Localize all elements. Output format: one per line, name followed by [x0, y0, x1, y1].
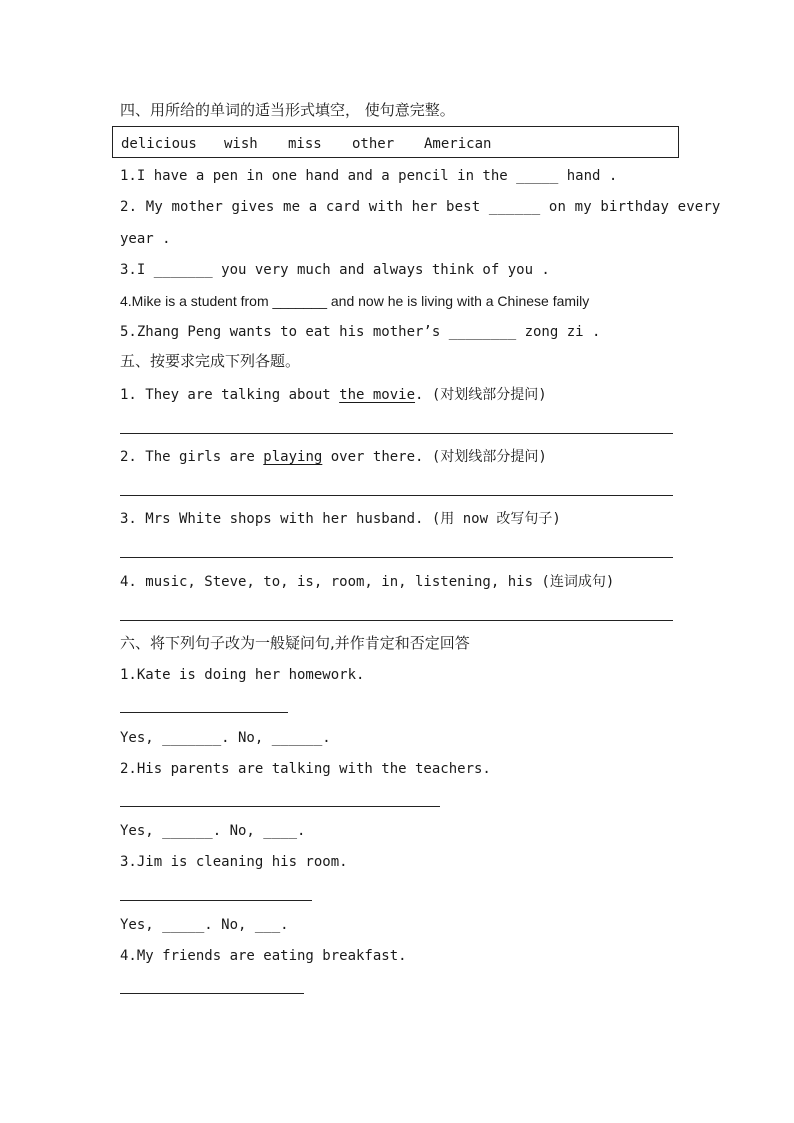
question-text: 1. They are talking about	[120, 387, 340, 403]
answer-line	[120, 495, 673, 496]
answer-line	[120, 900, 312, 901]
word-bank-item: miss	[288, 136, 322, 152]
answer-line	[120, 712, 288, 713]
section6-question-3: 3.Jim is cleaning his room.	[120, 854, 348, 870]
section6-answer-1: Yes, _______. No, ______.	[120, 730, 331, 746]
word-bank	[112, 126, 679, 158]
section4-item-1: 1.I have a pen in one hand and a pencil in the _____ hand .	[120, 168, 618, 184]
underlined-phrase: playing	[263, 449, 323, 465]
word-bank-item: other	[352, 136, 395, 152]
section5-heading: 五、按要求完成下列各题。	[120, 352, 301, 370]
section6-question-2: 2.His parents are talking with the teachers.	[120, 761, 491, 777]
section6-answer-2: Yes, ______. No, ____.	[120, 823, 306, 839]
section4-item-3: 3.I _______ you very much and always think of you .	[120, 262, 550, 278]
answer-line	[120, 993, 304, 994]
underlined-phrase: the movie	[339, 387, 416, 403]
section4-item-4: 4.Mike is a student from _______ and now he is living with a Chinese family	[120, 293, 590, 309]
section6-question-1: 1.Kate is doing her homework.	[120, 667, 365, 683]
section4-item-2-cont: year .	[120, 231, 171, 247]
section4-item-2: 2. My mother gives me a card with her best ______ on my birthday every	[120, 199, 721, 215]
section6-heading: 六、将下列句子改为一般疑问句,并作肯定和否定回答	[120, 634, 470, 652]
section4-item-5: 5.Zhang Peng wants to eat his mother’s ________ zong zi .	[120, 324, 601, 340]
section6-question-4: 4.My friends are eating breakfast.	[120, 948, 407, 964]
answer-line	[120, 557, 673, 558]
section5-question-2	[120, 448, 547, 466]
section5-question-3: 3. Mrs White shops with her husband. (用 now 改写句子)	[120, 511, 561, 527]
section5-question-4: 4. music, Steve, to, is, room, in, listening, his (连词成句)	[120, 574, 615, 590]
answer-line	[120, 806, 440, 807]
answer-line	[120, 433, 673, 434]
section5-question-1	[120, 386, 547, 404]
section4-heading: 四、用所给的单词的适当形式填空， 使句意完整。	[120, 101, 455, 119]
answer-line	[120, 620, 673, 621]
question-instruction: . (对划线部分提问)	[415, 387, 547, 403]
question-text: 2. The girls are	[120, 449, 264, 465]
word-bank-item: wish	[224, 136, 258, 152]
question-instruction: over there. (对划线部分提问)	[322, 449, 547, 465]
word-bank-item: delicious	[121, 136, 197, 152]
word-bank-item: American	[424, 136, 492, 152]
section6-answer-3: Yes, _____. No, ___.	[120, 917, 289, 933]
